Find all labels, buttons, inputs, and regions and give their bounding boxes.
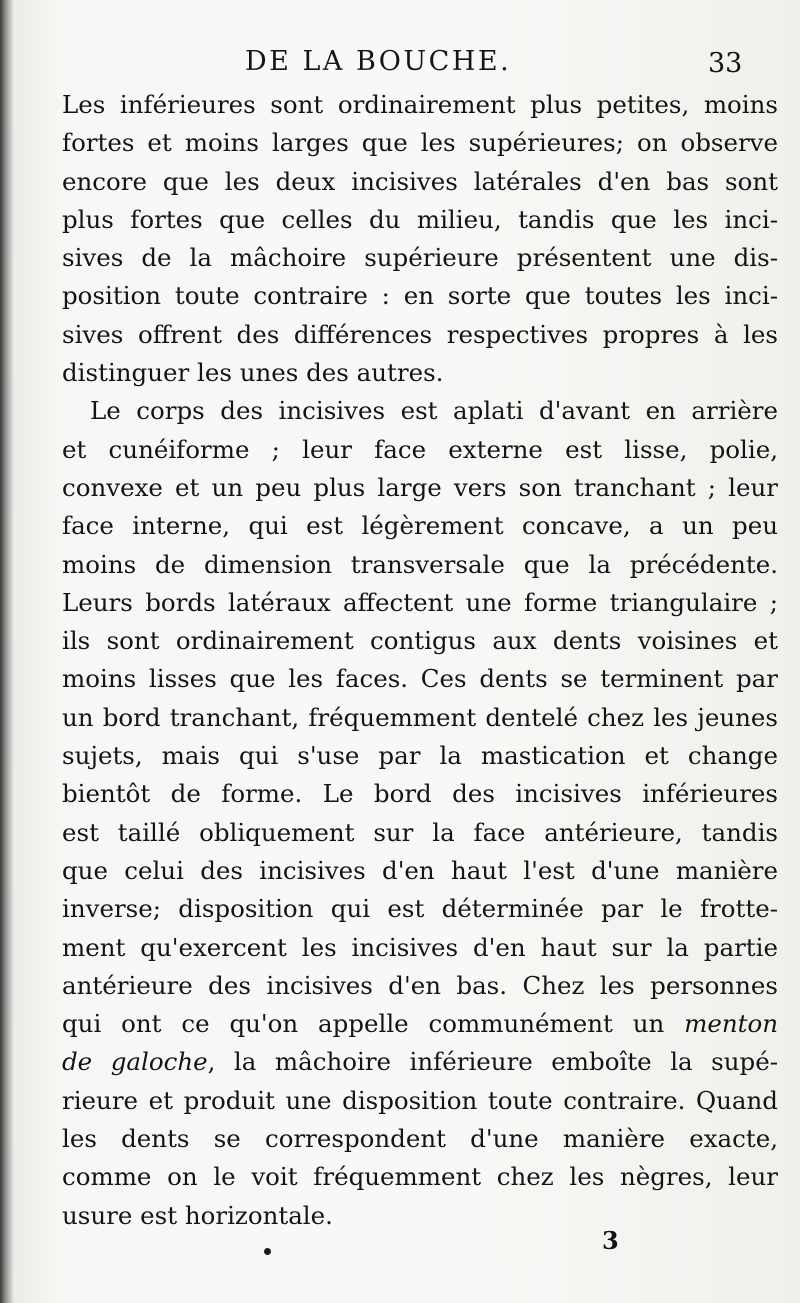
text-line: les dents se correspondent d'une manière exacte,: [62, 1124, 778, 1154]
text-line: bientôt de forme. Le bord des incisives inférieures: [62, 779, 778, 809]
text-line: face interne, qui est légèrement concave, a un peu: [62, 511, 778, 541]
text-line: moins de dimension transversale que la précédente.: [62, 549, 778, 579]
text-line: convexe et un peu plus large vers son tranchant ; leur: [62, 472, 778, 502]
text-line: plus fortes que celles du milieu, tandis que les inci-: [62, 204, 778, 234]
text-line: moins lisses que les faces. Ces dents se terminent par: [62, 664, 778, 694]
ink-dot: [264, 1248, 271, 1255]
text-line: distinguer les unes des autres.: [62, 358, 444, 388]
text-line: sives offrent des différences respectives propres à les: [62, 319, 778, 349]
page-footer: [0, 1226, 800, 1266]
binding-shadow: [0, 0, 14, 1303]
text-line: sujets, mais qui s'use par la mastication et change: [62, 741, 778, 771]
text-line: antérieure des incisives d'en bas. Chez les personnes: [62, 970, 778, 1000]
text-line: un bord tranchant, fréquemment dentelé chez les jeunes: [62, 702, 778, 732]
text-line: rieure et produit une disposition toute contraire. Quand: [62, 1085, 778, 1115]
text-line: fortes et moins larges que les supérieures; on observe: [62, 128, 778, 158]
text-line: sives de la mâchoire supérieure présentent une dis-: [62, 243, 778, 273]
text-line: ils sont ordinairement contigus aux dents voisines et: [62, 626, 778, 656]
text-line: inverse; disposition qui est déterminée par le frotte-: [62, 894, 778, 924]
text-line: comme on le voit fréquemment chez les nègres, leur: [62, 1162, 778, 1192]
text-line: est taillé obliquement sur la face antérieure, tandis: [62, 817, 778, 847]
text-line: encore que les deux incisives latérales d'en bas sont: [62, 166, 778, 196]
text-line: Leurs bords latéraux affectent une forme triangulaire ;: [62, 587, 778, 617]
text-line: ment qu'exercent les incisives d'en haut sur la partie: [62, 932, 778, 962]
italic-phrase: menton: [684, 1009, 778, 1039]
paragraph-first-line: Le corps des incisives est aplati d'avant en arrière: [90, 396, 778, 426]
page-header: [0, 46, 800, 86]
page-number: 33: [708, 48, 743, 79]
running-title: DE LA BOUCHE.: [245, 46, 512, 77]
text-line: et cunéiforme ; leur face externe est lisse, polie,: [62, 434, 778, 464]
text-line: Les inférieures sont ordinairement plus petites, moins: [62, 90, 778, 119]
italic-phrase: de galoche: [62, 1047, 208, 1077]
text-line-with-italic: qui ont ce qu'on appelle communément un menton: [62, 1009, 778, 1039]
body-text: [62, 86, 778, 1235]
text-line-with-italic: de galoche, la mâchoire inférieure emboîte la supé-: [62, 1047, 778, 1077]
text-line: position toute contraire : en sorte que toutes les inci-: [62, 281, 778, 311]
signature-mark: 3: [602, 1226, 619, 1255]
text-line: usure est horizontale.: [62, 1200, 333, 1230]
text-line: que celui des incisives d'en haut l'est d'une manière: [62, 855, 778, 885]
